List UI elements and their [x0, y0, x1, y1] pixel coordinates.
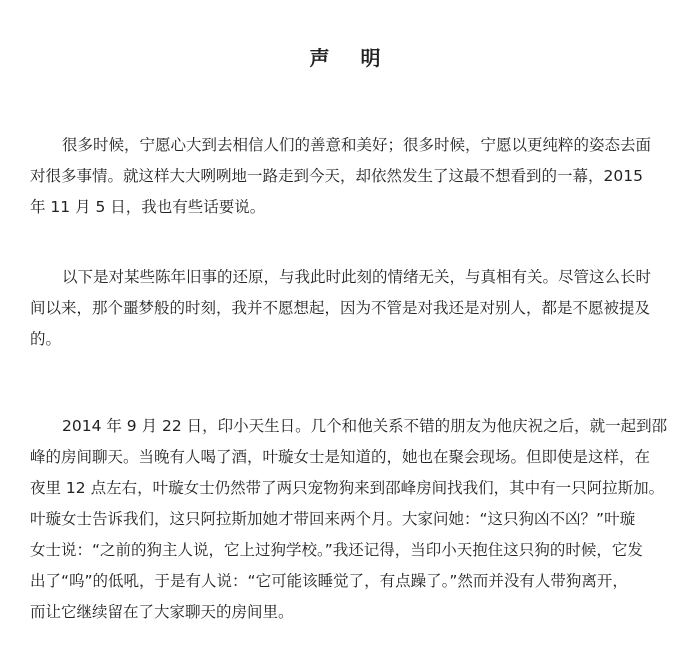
- paragraph-line: 夜里 12 点左右，叶璇女士仍然带了两只宠物狗来到邵峰房间找我们，其中有一只阿拉斯加。: [30, 479, 665, 497]
- paragraph-line: 对很多事情。就这样大大咧咧地一路走到今天，却依然发生了这最不想看到的一幕，2015: [30, 167, 643, 185]
- paragraph-line: 的。: [30, 330, 62, 348]
- paragraph-line: 年 11 月 5 日，我也有些话要说。: [30, 198, 266, 216]
- paragraph-context: [30, 262, 670, 355]
- paragraph-line: 很多时候，宁愿心大到去相信人们的善意和美好；很多时候，宁愿以更纯粹的姿态去面: [62, 136, 652, 154]
- paragraph-line: 间以来，那个噩梦般的时刻，我并不愿想起，因为不管是对我还是对别人，都是不愿被提及: [30, 299, 651, 317]
- paragraph-line: 而让它继续留在了大家聊天的房间里。: [30, 603, 294, 621]
- paragraph-line: 峰的房间聊天。当晚有人喝了酒，叶璇女士是知道的，她也在聚会现场。但即使是这样，在: [30, 448, 651, 466]
- paragraph-intro: [30, 130, 670, 223]
- paragraph-account: [30, 411, 670, 628]
- paragraph-line: 出了“呜”的低吼，于是有人说：“它可能该睡觉了，有点躁了。”然而并没有人带狗离开，: [30, 572, 628, 590]
- document-title: 声 明: [309, 46, 393, 70]
- paragraph-line: 2014 年 9 月 22 日，印小天生日。几个和他关系不错的朋友为他庆祝之后，就一起到邵: [62, 417, 668, 435]
- paragraph-line: 以下是对某些陈年旧事的还原，与我此时此刻的情绪无关，与真相有关。尽管这么长时: [62, 268, 652, 286]
- paragraph-line: 叶璇女士告诉我们，这只阿拉斯加她才带回来两个月。大家问她：“这只狗凶不凶？”叶璇: [30, 510, 636, 528]
- paragraph-line: 女士说：“之前的狗主人说，它上过狗学校。”我还记得，当印小天抱住这只狗的时候，它发: [30, 541, 643, 559]
